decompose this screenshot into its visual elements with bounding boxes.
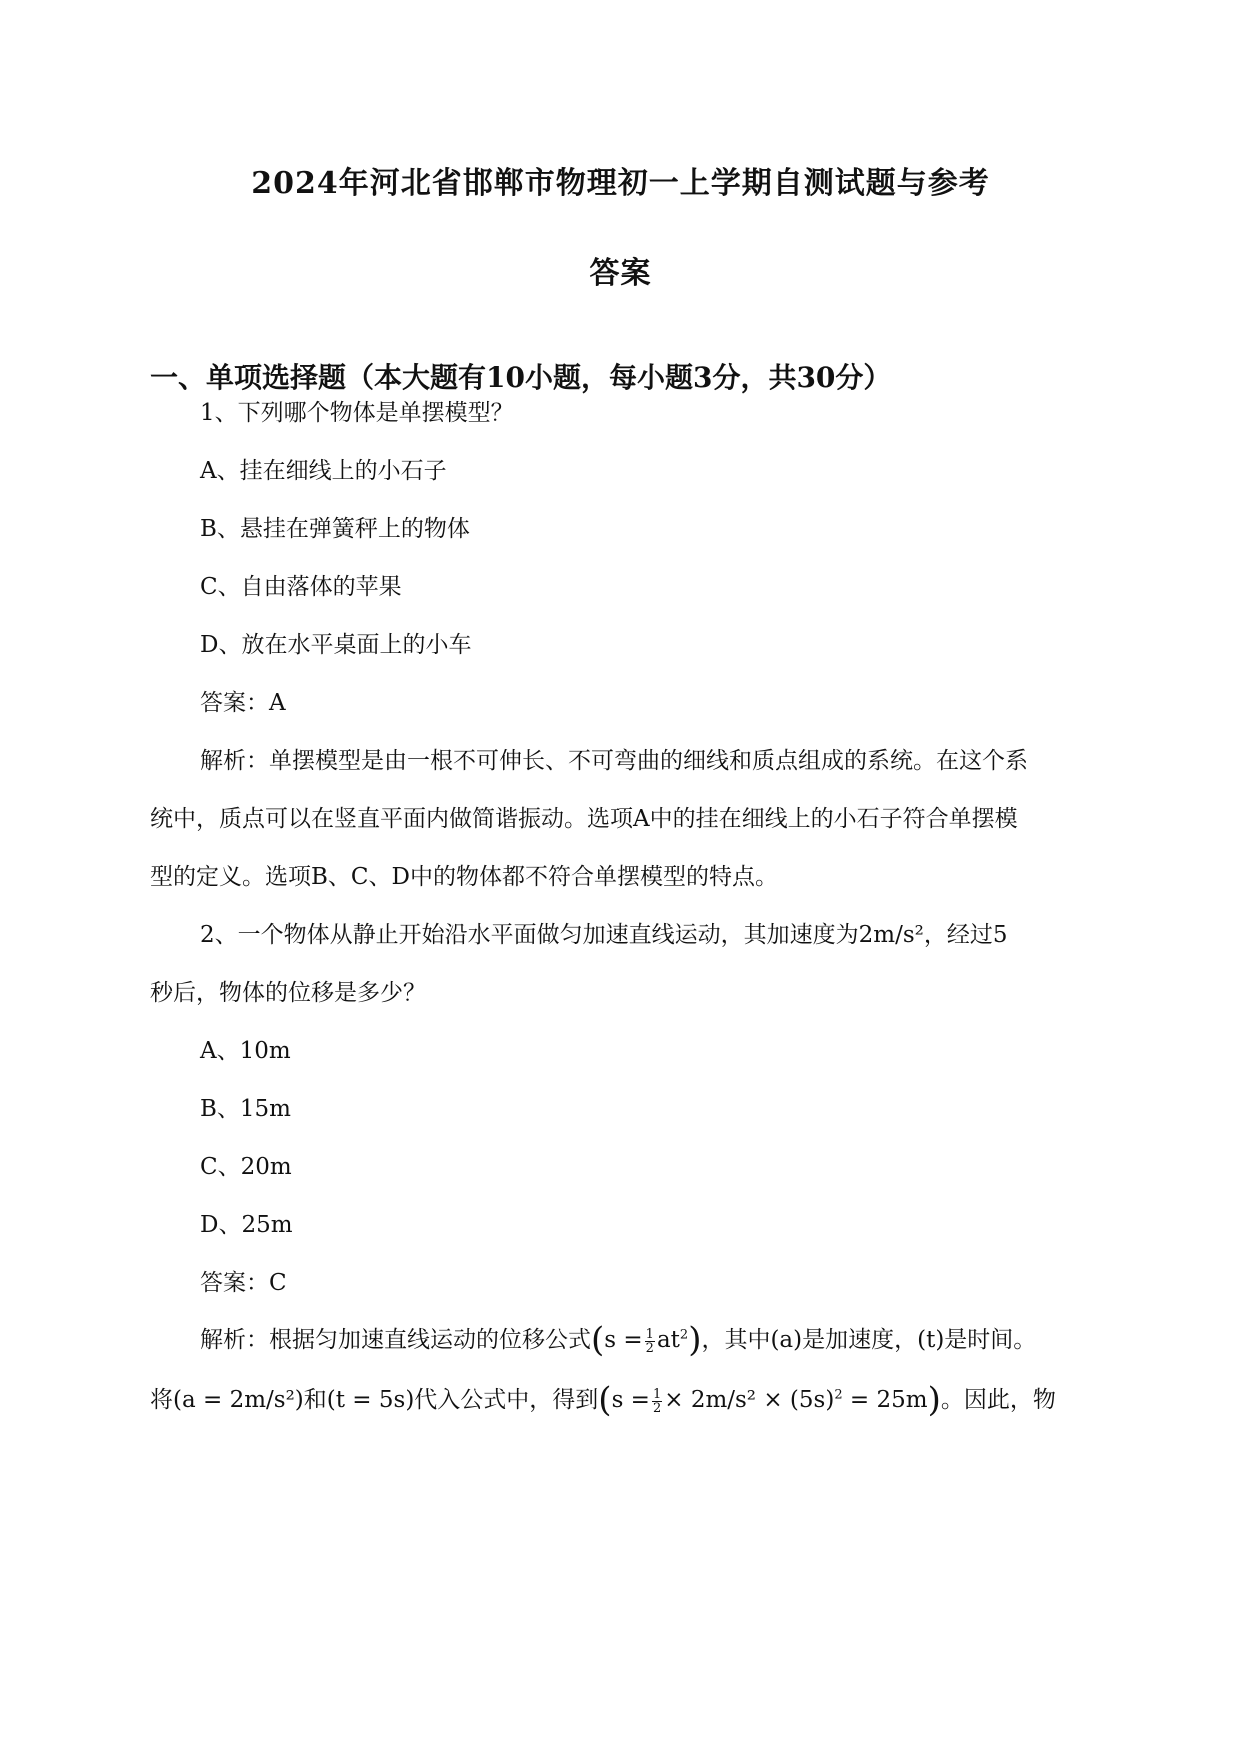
document-title-line-1: 2024年河北省邯郸市物理初一上学期自测试题与参考 — [251, 166, 990, 201]
document-title-line-2: 答案 — [589, 256, 652, 291]
question-2-stem-line-2: 秒后，物体的位移是多少？ — [150, 980, 426, 1006]
formula-result: = 25m — [842, 1387, 928, 1413]
analysis-text: 。因此，物 — [940, 1387, 1056, 1413]
question-1-analysis-line-3: 型的定义。选项B、C、D中的物体都不符合单摆模型的特点。 — [150, 864, 778, 890]
question-1-analysis-line-2: 统中，质点可以在竖直平面内做简谐振动。选项A中的挂在细线上的小石子符合单摆模 — [150, 806, 1018, 832]
question-1-answer: 答案：A — [200, 690, 286, 716]
analysis-text: 将(a = 2m/s²)和(t = 5s)代入公式中，得到 — [150, 1387, 599, 1413]
formula-exponent: 2 — [834, 1387, 843, 1403]
open-paren: ( — [598, 1380, 612, 1420]
fraction-numerator: 1 — [652, 1386, 662, 1402]
formula-exponent: 2 — [679, 1327, 689, 1343]
analysis-text: 解析：根据匀加速直线运动的位移公式 — [200, 1327, 591, 1353]
section-heading: 一、单项选择题（本大题有10小题，每小题3分，共30分） — [150, 361, 892, 394]
question-1-option-c: C、自由落体的苹果 — [200, 574, 402, 600]
question-2-stem-line-1: 2、一个物体从静止开始沿水平面做匀加速直线运动，其加速度为2m/s²，经过5 — [200, 922, 1008, 948]
formula-rhs: at — [656, 1327, 680, 1353]
fraction-numerator: 1 — [645, 1326, 654, 1342]
question-1-option-b: B、悬挂在弹簧秤上的物体 — [200, 516, 470, 542]
open-paren: ( — [591, 1320, 605, 1360]
question-1-stem: 1、下列哪个物体是单摆模型？ — [200, 400, 514, 426]
question-2-answer: 答案：C — [200, 1270, 287, 1296]
fraction-denominator: 2 — [645, 1340, 654, 1356]
question-2-analysis-line-2 — [150, 1380, 1056, 1420]
question-2-option-d: D、25m — [200, 1212, 293, 1238]
formula-rhs: × 2m/s² × (5s) — [664, 1387, 835, 1413]
formula-lhs: s = — [604, 1327, 643, 1353]
fraction — [652, 1388, 662, 1415]
analysis-text: ，其中(a)是加速度，(t)是时间。 — [701, 1327, 1037, 1353]
question-2-option-b: B、15m — [200, 1096, 291, 1122]
question-2-option-c: C、20m — [200, 1154, 292, 1180]
question-1-option-d: D、放在水平桌面上的小车 — [200, 632, 472, 658]
question-1-analysis-line-1: 解析：单摆模型是由一根不可伸长、不可弯曲的细线和质点组成的系统。在这个系 — [200, 748, 1028, 774]
close-paren: ) — [927, 1380, 941, 1420]
fraction — [645, 1328, 655, 1355]
formula-lhs: s = — [611, 1387, 650, 1413]
fraction-denominator: 2 — [652, 1400, 662, 1416]
question-2-option-a: A、10m — [200, 1038, 291, 1064]
close-paren: ) — [688, 1320, 702, 1360]
question-1-option-a: A、挂在细线上的小石子 — [200, 458, 447, 484]
question-2-analysis-line-1 — [200, 1320, 1036, 1360]
